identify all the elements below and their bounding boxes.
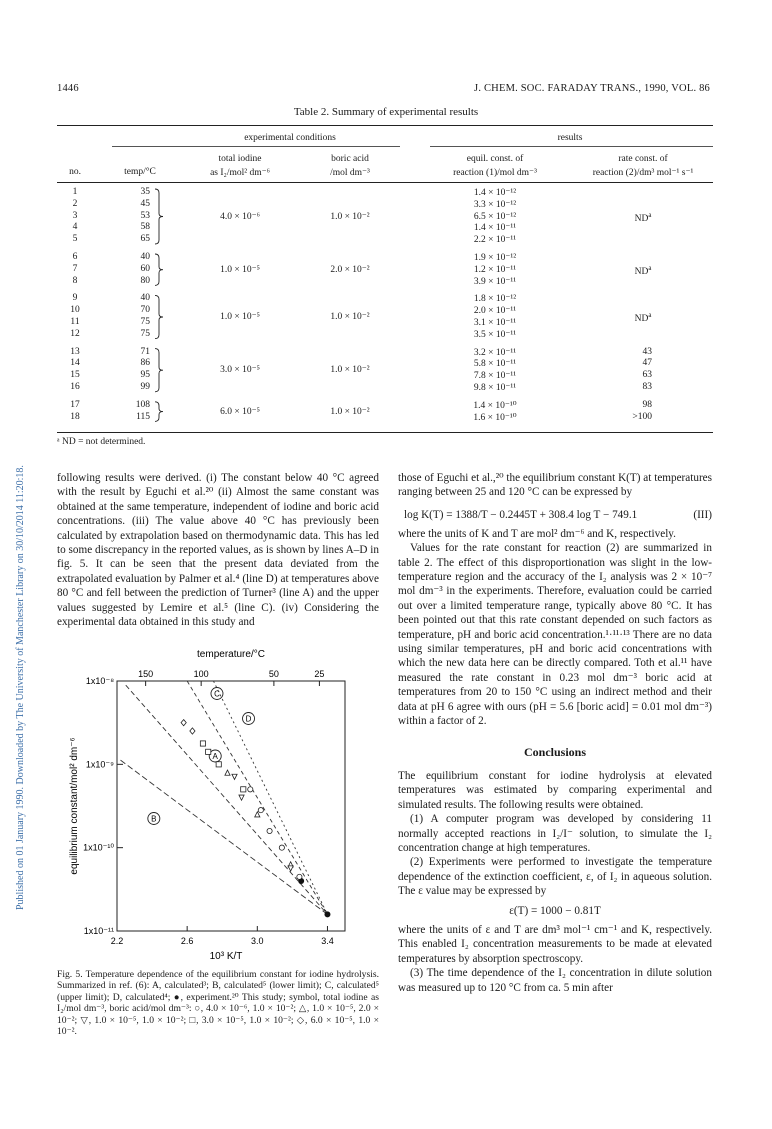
point-circle bbox=[297, 874, 302, 879]
y-tick-label: 1x10⁻⁹ bbox=[85, 759, 114, 770]
row-rate-const: 47 bbox=[642, 358, 652, 369]
right-para-3: Values for the rate constant for reaction (2) are summarized in table 2. The effect of this disproportionation was slight in the low-temperature region and the accuracy of the I₂ analysis was 2 × 10⁻⁷ mol dm⁻³ in the experiments. Therefore, evaluation could be carried out over a limited temperature range, typically above 80 °C. It has been pointed out that this rate constant depended on such factors as temperature, pH and boric acid concentration.¹·¹¹·¹³ There are no data using similar temperatures, pH and boric acid concentrations with which the new data here can be directly compared. Toth et al.¹¹ have measured the rate constant in 0.23 mol dm⁻³ boric acid at temperatures from 20 to 150 °C using an indirect method and their data at pH 6 agree with ours (pH = 5.6 [boric acid] = 0.01 mol dm⁻³) within a factor of 2. bbox=[398, 542, 712, 728]
right-para-1: those of Eguchi et al.,²⁰ the equilibrium constant K(T) at temperatures ranging between 25 and 120 °C can be expressed by bbox=[398, 472, 712, 499]
point-square bbox=[200, 741, 205, 746]
page-number: 1446 bbox=[57, 83, 79, 94]
equation-3-number: (III) bbox=[693, 508, 712, 521]
point-experiment bbox=[324, 911, 330, 917]
group-brace bbox=[155, 295, 163, 338]
row-rate-const: $ND^a$ bbox=[634, 263, 652, 277]
row-equil-const: 1.9 × 10⁻¹² bbox=[473, 253, 517, 263]
equation-3 bbox=[398, 505, 712, 527]
row-no: 5 bbox=[72, 234, 78, 245]
footnote-marker: a bbox=[648, 210, 652, 219]
top-tick-label: 150 bbox=[138, 669, 154, 679]
x-axis-label: 10³ K/T bbox=[209, 951, 243, 962]
row-no: 2 bbox=[72, 198, 78, 209]
y-tick-label: 1x10⁻⁸ bbox=[85, 676, 114, 686]
group-boric: 1.0 × 10⁻² bbox=[330, 406, 370, 417]
top-axis-label: temperature/°C bbox=[197, 649, 265, 660]
group-iodine: 1.0 × 10⁻⁵ bbox=[220, 312, 260, 323]
row-no: 13 bbox=[70, 346, 80, 357]
row-temp: 58 bbox=[140, 222, 150, 233]
group-iodine: 6.0 × 10⁻⁵ bbox=[220, 406, 260, 417]
row-equil-const: 6.5 × 10⁻¹² bbox=[473, 211, 517, 222]
x-tick-label: 2.6 bbox=[180, 936, 194, 946]
point-circle bbox=[267, 828, 272, 833]
point-square bbox=[216, 762, 221, 767]
y-axis-label: equilibrium constant/mol² dm⁻⁶ bbox=[69, 737, 80, 875]
row-equil-const: 3.1 × 10⁻¹¹ bbox=[473, 318, 517, 328]
row-equil-const: 1.4 × 10⁻¹² bbox=[473, 188, 517, 198]
y-tick-label: 1x10⁻¹¹ bbox=[83, 926, 114, 936]
group-header-results: results bbox=[557, 133, 583, 143]
footnote-marker: a bbox=[648, 263, 652, 272]
header-iodine-1: total iodine bbox=[218, 154, 262, 164]
table-footnote: ᵃ ND = not determined. bbox=[57, 437, 146, 447]
point-triangle-down bbox=[288, 866, 293, 871]
equation-epsilon: ε(T) = 1000 − 0.81T bbox=[509, 904, 601, 917]
point-diamond bbox=[181, 720, 186, 726]
group-brace bbox=[155, 402, 163, 422]
row-equil-const: 1.2 × 10⁻¹¹ bbox=[473, 264, 517, 275]
row-temp: 70 bbox=[140, 305, 150, 316]
download-note-text: Published on 01 January 1990. Downloaded by The University of Manchester Library on 30/10/2014 11:20:18. bbox=[15, 465, 26, 910]
row-temp: 95 bbox=[140, 370, 150, 381]
plot-frame bbox=[117, 681, 345, 931]
row-rate-const: 43 bbox=[642, 346, 652, 357]
point-square bbox=[206, 749, 211, 754]
x-tick-label: 3.4 bbox=[321, 936, 334, 946]
conclusions-heading: Conclusions bbox=[523, 744, 587, 759]
row-equil-const: 5.8 × 10⁻¹¹ bbox=[473, 359, 517, 370]
header-boric-1: boric acid bbox=[331, 154, 369, 164]
group-braces bbox=[0, 0, 772, 460]
figure-5-chart bbox=[57, 645, 379, 965]
row-equil-const: 3.3 × 10⁻¹² bbox=[473, 199, 517, 210]
right-para-7: where the units of ε and T are dm³ mol⁻¹ cm⁻¹ and K, respectively. This enabled I₂ concentration measurements to be made at elevated temperatures by absorption spectroscopy. bbox=[398, 923, 712, 965]
header-equil-2: reaction (1)/mol dm⁻³ bbox=[453, 168, 537, 178]
row-no: 6 bbox=[72, 252, 78, 262]
row-no: 9 bbox=[72, 293, 78, 304]
point-triangle-down bbox=[232, 774, 237, 779]
group-header-conditions: experimental conditions bbox=[244, 133, 336, 143]
group-iodine: 1.0 × 10⁻⁵ bbox=[220, 264, 260, 275]
row-equil-const: 1.4 × 10⁻¹⁰ bbox=[473, 400, 517, 411]
group-boric: 2.0 × 10⁻² bbox=[330, 264, 370, 275]
group-brace bbox=[155, 349, 163, 392]
row-temp: 75 bbox=[140, 328, 150, 339]
journal-header: J. CHEM. SOC. FARADAY TRANS., 1990, VOL. 86 bbox=[474, 83, 710, 94]
row-equil-const: 2.0 × 10⁻¹¹ bbox=[473, 306, 517, 317]
footnote-marker: a bbox=[648, 311, 652, 320]
header-temp: temp/°C bbox=[124, 167, 156, 177]
line-label: B bbox=[151, 814, 157, 824]
row-temp: 75 bbox=[140, 317, 150, 327]
right-para-8: (3) The time dependence of the I₂ concentration in dilute solution was measured up to 120 °C from ca. 5 min after bbox=[398, 967, 712, 994]
left-paragraph: following results were derived. (i) The constant below 40 °C agreed with the result by Eguchi et al.²⁰ (ii) Almost the same constant was obtained at the same temperature, independent of iodine and boric acid concentrations. (iii) The value above 40 °C has previously been calculated by extrapolation based on thermodynamic data. This has led to some discrepancy in the reported values, as is shown by lines A–D in fig. 5. It can be seen that the present data deviated from the extrapolated evaluation by Palmer et al.⁴ (line D) at temperatures above 80 °C and fell between the prediction of Turner³ (line A) and the upper values suggested by Lemire et al.⁵ (line C). (iv) Considering the experimental data obtained in this study and bbox=[57, 472, 379, 629]
row-rate-const: $ND^a$ bbox=[634, 210, 652, 224]
x-tick-label: 3.0 bbox=[251, 936, 264, 946]
group-iodine: 4.0 × 10⁻⁶ bbox=[220, 211, 260, 222]
right-para-4: The equilibrium constant for iodine hydrolysis at elevated temperatures was estimated by comparing experimental and simulated results. The following results were obtained. bbox=[398, 769, 712, 811]
line-d bbox=[213, 681, 327, 914]
right-para-2: where the units of K and T are mol² dm⁻⁶ and K, respectively. bbox=[398, 527, 676, 540]
row-equil-const: 1.8 × 10⁻¹² bbox=[473, 294, 517, 305]
row-temp: 71 bbox=[140, 346, 150, 357]
x-tick-label: 2.2 bbox=[110, 936, 124, 946]
point-circle bbox=[279, 845, 284, 850]
header-no: no. bbox=[69, 167, 81, 177]
group-boric: 1.0 × 10⁻² bbox=[330, 211, 370, 222]
row-temp: 35 bbox=[140, 187, 150, 197]
row-temp: 60 bbox=[140, 263, 150, 274]
point-square bbox=[241, 787, 246, 792]
point-triangle-down bbox=[239, 795, 244, 800]
group-boric: 1.0 × 10⁻² bbox=[330, 312, 370, 323]
row-rate-const: 83 bbox=[642, 382, 652, 392]
point-diamond bbox=[190, 728, 195, 734]
row-equil-const: 7.8 × 10⁻¹¹ bbox=[473, 371, 517, 382]
row-no: 17 bbox=[70, 399, 80, 410]
table-title: Table 2. Summary of experimental results bbox=[293, 106, 479, 118]
row-no: 12 bbox=[70, 328, 80, 339]
group-iodine: 3.0 × 10⁻⁵ bbox=[220, 365, 260, 376]
row-equil-const: 3.2 × 10⁻¹¹ bbox=[473, 347, 517, 358]
line-label: A bbox=[212, 752, 218, 761]
group-brace bbox=[155, 189, 163, 244]
row-no: 7 bbox=[72, 263, 78, 274]
row-no: 1 bbox=[72, 187, 78, 197]
row-rate-const: $ND^a$ bbox=[634, 311, 652, 325]
row-temp: 86 bbox=[140, 358, 150, 369]
equation-3-body: log K(T) = 1388/T − 0.2445T + 308.4 log T − 749.1 bbox=[404, 508, 638, 521]
point-circle bbox=[248, 787, 253, 792]
row-temp: 40 bbox=[140, 252, 150, 262]
row-no: 3 bbox=[72, 210, 78, 221]
figure-caption: Fig. 5. Temperature dependence of the equilibrium constant for iodine hydrolysis. Summarized in ref. (6): A, calculated³; B, calculated⁵ (lower limit); C, calculated⁵ (upper limit); D, calculated⁴; ●, experiment.²⁰ This study; symbol, total iodine as I₂/mol dm⁻³, boric acid/mol dm⁻³: ○, 4.0 × 10⁻⁶, 1.0 × 10⁻²; △, 1.0 × 10⁻⁵, 2.0 × 10⁻²; ▽, 1.0 × 10⁻⁵, 1.0 × 10⁻²; □, 3.0 × 10⁻⁵, 1.0 × 10⁻²; ◇, 6.0 × 10⁻⁵, 1.0 × 10⁻². bbox=[57, 969, 379, 1038]
row-temp: 99 bbox=[140, 382, 150, 392]
row-temp: 115 bbox=[136, 411, 150, 422]
line-a bbox=[126, 685, 328, 914]
row-equil-const: 3.5 × 10⁻¹¹ bbox=[473, 329, 517, 340]
row-temp: 45 bbox=[140, 198, 150, 209]
top-tick-label: 50 bbox=[268, 669, 279, 679]
left-column bbox=[57, 471, 379, 629]
row-no: 15 bbox=[70, 370, 80, 381]
line-c bbox=[187, 681, 327, 914]
top-tick-label: 25 bbox=[314, 669, 325, 679]
line-label: C bbox=[214, 689, 220, 699]
header-rate-1: rate const. of bbox=[618, 154, 668, 164]
row-equil-const: 9.8 × 10⁻¹¹ bbox=[473, 383, 517, 393]
y-tick-label: 1x10⁻¹⁰ bbox=[83, 842, 114, 853]
row-no: 11 bbox=[70, 317, 80, 327]
row-no: 10 bbox=[70, 305, 80, 316]
right-column bbox=[398, 471, 712, 995]
row-temp: 40 bbox=[140, 293, 150, 304]
row-no: 16 bbox=[70, 382, 80, 392]
row-rate-const: 98 bbox=[642, 399, 652, 410]
header-boric-2: /mol dm⁻³ bbox=[330, 168, 370, 178]
row-no: 18 bbox=[70, 411, 80, 422]
header-iodine-2: as I₂/mol² dm⁻⁶ bbox=[210, 168, 270, 178]
top-tick-label: 100 bbox=[193, 669, 209, 679]
row-equil-const: 1.6 × 10⁻¹⁰ bbox=[473, 412, 517, 423]
group-brace bbox=[155, 254, 163, 285]
line-b bbox=[121, 760, 328, 914]
point-triangle bbox=[225, 770, 230, 775]
row-no: 14 bbox=[70, 358, 80, 369]
row-no: 4 bbox=[72, 222, 78, 233]
row-rate-const: 63 bbox=[642, 370, 652, 381]
row-equil-const: 1.4 × 10⁻¹¹ bbox=[473, 223, 517, 234]
row-temp: 53 bbox=[140, 210, 150, 221]
point-circle bbox=[258, 808, 263, 813]
group-boric: 1.0 × 10⁻² bbox=[330, 365, 370, 376]
row-equil-const: 2.2 × 10⁻¹¹ bbox=[473, 235, 517, 246]
header-rate-2: reaction (2)/dm³ mol⁻¹ s⁻¹ bbox=[592, 168, 694, 178]
row-equil-const: 3.9 × 10⁻¹¹ bbox=[473, 276, 517, 287]
row-temp: 65 bbox=[140, 234, 150, 245]
row-no: 8 bbox=[72, 275, 78, 286]
header-equil-1: equil. const. of bbox=[466, 154, 524, 164]
row-temp: 80 bbox=[140, 275, 150, 286]
line-label: D bbox=[245, 714, 252, 724]
right-para-6: (2) Experiments were performed to investigate the temperature dependence of the extinction coefficient, ε, of I₂ in aqueous solution. The ε value may be expressed by bbox=[398, 856, 712, 898]
row-temp: 108 bbox=[135, 399, 150, 410]
right-para-5: (1) A computer program was developed by considering 11 normally accepted reactions in I₂/I⁻ solution, to simulate the I₂ concentration change at high temperatures. bbox=[398, 813, 712, 854]
row-rate-const: >100 bbox=[632, 411, 652, 422]
